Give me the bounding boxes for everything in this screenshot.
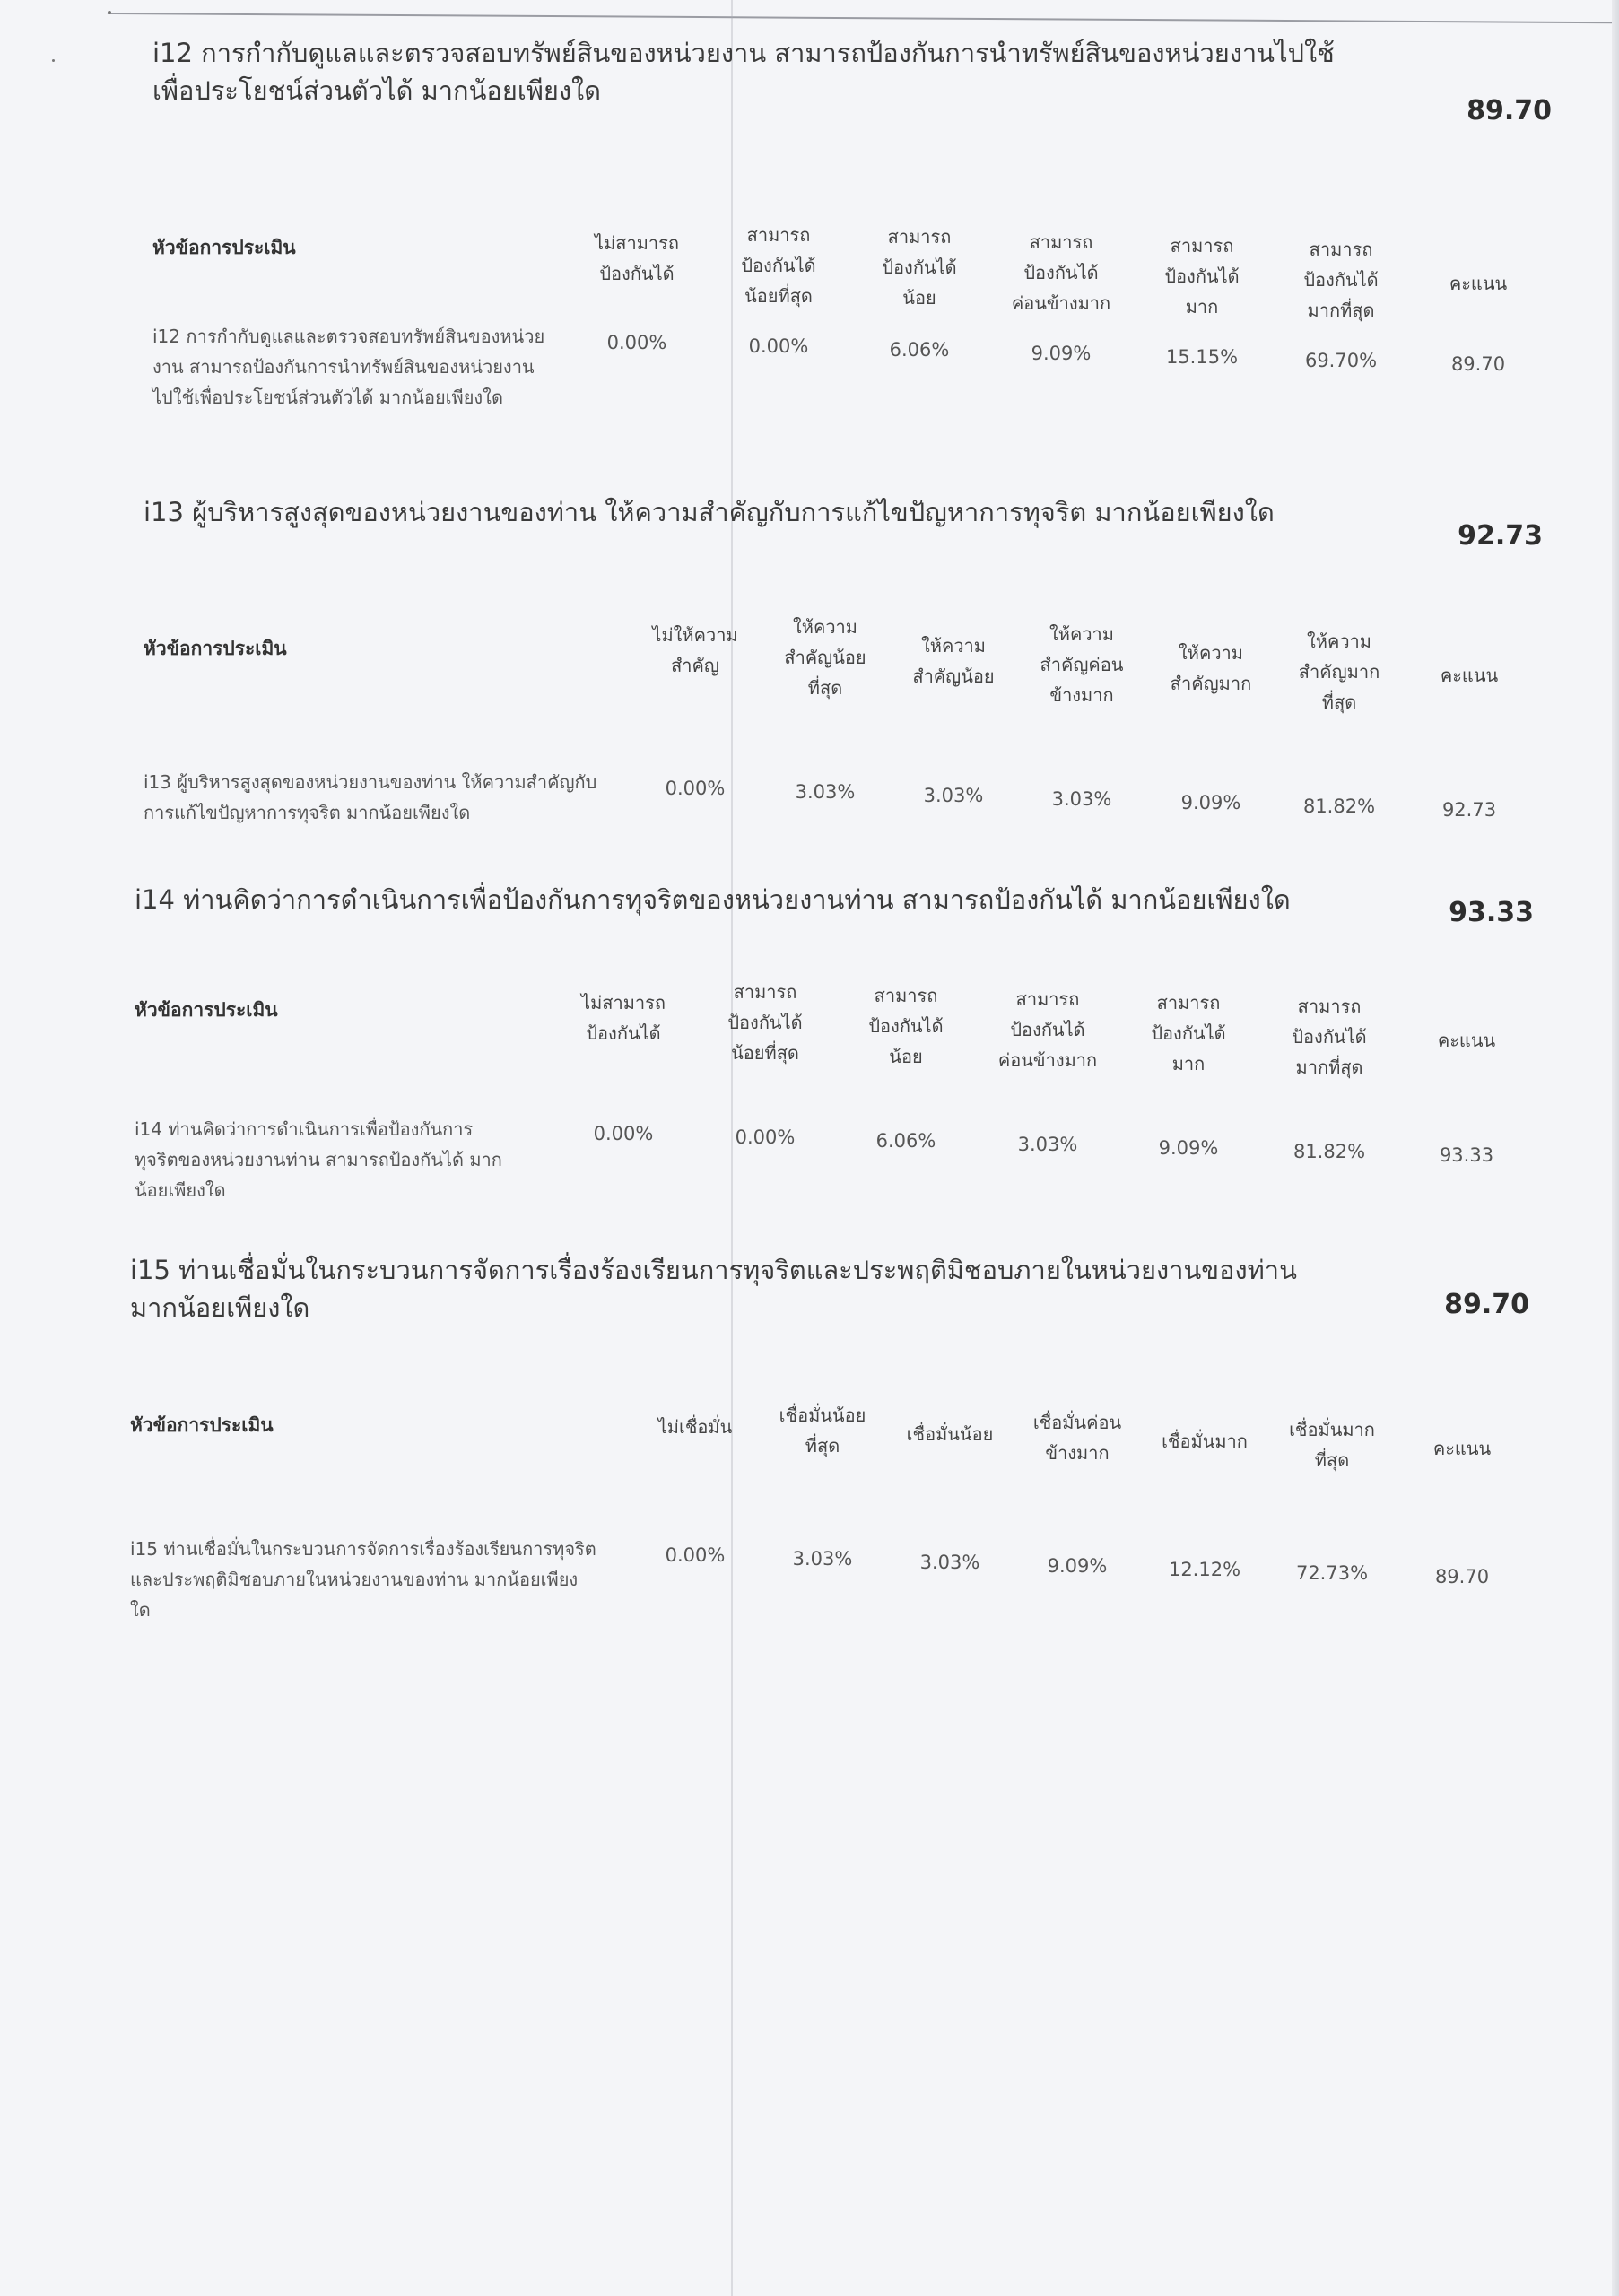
section-i15 [130,1251,1529,1646]
header-col-score: คะแนน [1449,273,1508,294]
table-header [144,578,1543,758]
row-value: 6.06% [875,1130,936,1152]
header-col-2: สามารถป้องกันได้ น้อยที่สุด [727,981,803,1064]
section-title: i14 ท่านคิดว่าการดำเนินการเพื่อป้องกันการทุจริตของหน่วยงานท่าน สามารถป้องกันได้ มากน้อยเพียงใด [135,884,1291,915]
row-value: 3.03% [792,1548,853,1570]
section-i12 [152,34,1552,456]
header-col-6: เชื่อมั่นมากที่สุด [1289,1419,1375,1471]
row-score: 89.70 [1434,1566,1490,1587]
section-score: 93.33 [1449,897,1534,928]
row-question: i12 การกำกับดูแลและตรวจสอบทรัพย์สินของหน่วยงาน สามารถป้องกันการนำทรัพย์สินของหน่วยงานไปใช้เพื่อประโยชน์ส่วนตัวได้ มากน้อยเพียงใด [152,326,545,408]
header-col-score: คะแนน [1440,665,1499,686]
row-value: 0.00% [748,335,809,357]
header-col-1: ไม่ให้ความสำคัญ [652,624,738,676]
page-top-edge [108,0,1619,23]
row-question: i14 ท่านคิดว่าการดำเนินการเพื่อป้องกันการทุจริตของหน่วยงานท่าน สามารถป้องกันได้ มากน้อยเพียงใด [135,1118,502,1201]
header-col-4: สามารถป้องกันได้ ค่อนข้างมาก [1011,231,1111,314]
header-col-1: ไม่สามารถป้องกันได้ [581,992,666,1044]
header-col-5: สามารถป้องกันได้ มาก [1164,235,1240,317]
table-row [130,1534,1529,1641]
section-title: i13 ผู้บริหารสูงสุดของหน่วยงานของท่าน ให้ความสำคัญกับการแก้ไขปัญหาการทุจริต มากน้อยเพียงใด [144,497,1275,527]
scan-speck [108,11,111,14]
header-label: หัวข้อการประเมิน [152,237,296,258]
row-value: 6.06% [889,339,950,361]
section-score: 89.70 [1467,95,1552,126]
row-value: 9.09% [1047,1555,1108,1577]
row-value: 0.00% [665,1544,726,1566]
header-label: หัวข้อการประเมิน [135,999,278,1021]
row-value: 3.03% [1051,788,1112,810]
row-value: 3.03% [919,1552,980,1573]
page-right-edge [1612,0,1619,2296]
section-score: 89.70 [1444,1289,1529,1320]
row-score: 93.33 [1439,1144,1494,1166]
table-header [130,1350,1529,1529]
row-question: i15 ท่านเชื่อมั่นในกระบวนการจัดการเรื่องร้องเรียนการทุจริตและประพฤติมิชอบภายในหน่วยงานของท่าน มากน้อยเพียงใด [130,1538,596,1621]
header-col-3: สามารถป้องกันได้ น้อย [868,985,944,1067]
row-value: 0.00% [665,778,726,799]
section-title: i12 การกำกับดูแลและตรวจสอบทรัพย์สินของหน่วยงาน สามารถป้องกันการนำทรัพย์สินของหน่วยงานไปใช้เพื่อประโยชน์ส่วนตัวได้ มากน้อยเพียงใด [152,38,1335,106]
row-value: 3.03% [795,781,856,803]
row-score: 92.73 [1441,799,1497,821]
row-question: i13 ผู้บริหารสูงสุดของหน่วยงานของท่าน ให้ความสำคัญกับการแก้ไขปัญหาการทุจริต มากน้อยเพียงใด [144,771,597,823]
header-col-5: สามารถป้องกันได้ มาก [1151,992,1226,1074]
row-value: 3.03% [1017,1134,1078,1155]
header-col-3: สามารถป้องกันได้ น้อย [882,226,957,309]
section-score: 92.73 [1458,520,1543,552]
row-value: 81.82% [1293,1141,1366,1162]
table-row [144,767,1543,839]
header-col-score: คะแนน [1432,1438,1492,1459]
header-col-4: สามารถป้องกันได้ ค่อนข้างมาก [997,988,1098,1071]
section-title: i15 ท่านเชื่อมั่นในกระบวนการจัดการเรื่องร้องเรียนการทุจริตและประพฤติมิชอบภายในหน่วยงานของท่าน มากน้อยเพียงใด [130,1255,1297,1323]
section-i14 [135,881,1534,1213]
header-col-1: ไม่สามารถป้องกันได้ [595,232,679,284]
header-col-6: ให้ความสำคัญมากที่สุด [1298,631,1380,713]
table-row [135,1114,1534,1213]
row-value: 9.09% [1180,792,1241,813]
row-value: 9.09% [1158,1137,1219,1159]
header-label: หัวข้อการประเมิน [130,1414,274,1436]
header-col-1: ไม่เชื่อมั่น [657,1416,733,1438]
row-value: 0.00% [593,1123,654,1144]
row-value: 15.15% [1165,346,1239,368]
row-score: 89.70 [1450,353,1506,375]
header-col-6: สามารถป้องกันได้ มากที่สุด [1303,239,1379,321]
table-header [135,951,1534,1112]
header-col-2: สามารถป้องกันได้ น้อยที่สุด [741,224,816,307]
scan-speck [52,59,55,62]
header-col-3: เชื่อมั่นน้อย [906,1423,994,1445]
header-col-2: ให้ความสำคัญน้อยที่สุด [784,616,866,699]
header-col-6: สามารถป้องกันได้ มากที่สุด [1292,996,1367,1078]
row-value: 3.03% [923,785,984,806]
row-value: 69.70% [1304,350,1378,371]
header-col-4: เชื่อมั่นค่อนข้างมาก [1032,1412,1122,1464]
row-value: 0.00% [735,1126,796,1148]
header-col-3: ให้ความสำคัญน้อย [912,635,995,687]
header-col-score: คะแนน [1437,1030,1496,1051]
row-value: 81.82% [1302,796,1376,817]
row-value: 0.00% [606,332,667,353]
header-label: หัวข้อการประเมิน [144,638,287,659]
header-col-5: เชื่อมั่นมาก [1162,1431,1248,1452]
header-col-2: เชื่อมั่นน้อยที่สุด [779,1405,866,1457]
header-col-5: ให้ความสำคัญมาก [1170,642,1252,694]
row-value: 72.73% [1295,1562,1369,1584]
section-i13 [144,493,1543,852]
row-value: 9.09% [1031,343,1092,364]
row-value: 12.12% [1168,1559,1241,1580]
header-col-4: ให้ความสำคัญค่อนข้างมาก [1040,623,1124,706]
table-row [152,321,1552,447]
